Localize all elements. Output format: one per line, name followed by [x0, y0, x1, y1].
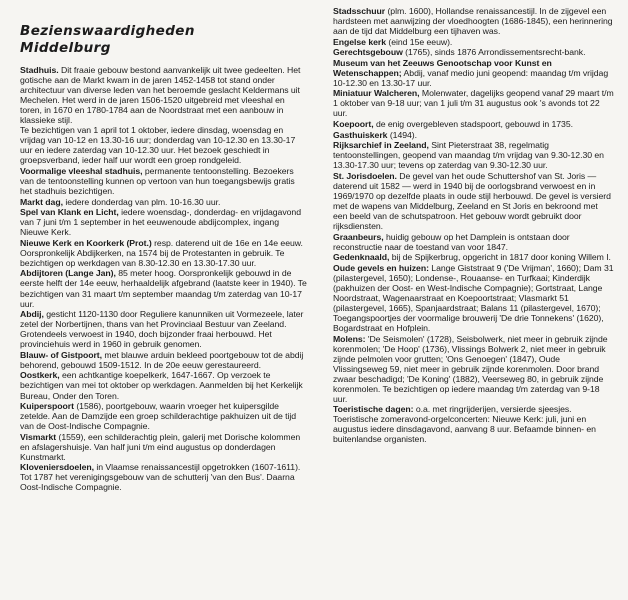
entry [20, 432, 308, 462]
entry [333, 334, 614, 404]
entry-term: Gasthuiskerk [333, 129, 388, 140]
entry [333, 88, 614, 118]
entry-text: (plm. 1600), Hollandse renaissancestijl. In de zijgevel een hardsteen met aanwijzing der vloedhoogten (1686-1845), een herinnering aan de tijd dat Middelburg een tijhaven was. [333, 6, 613, 37]
entry-paragraph [333, 58, 614, 88]
entry-text: Toeristische zomeravond-orgelconcerten: Nieuwe Kerk: juli, juni en augustus iedere dinsdagavond, aanvang 8 uur. Befaamde binnen- en buitenlandse organisten. [333, 414, 596, 445]
entry-text: (1559), een schilderachtig plein, galerij met Dorische kolommen en afslagershuisje. Van half juni t/m eind augustus op donderdagen Kunstmarkt. [20, 431, 301, 462]
entry-text: Dit fraaie gebouw bestond aanvankelijk uit twee gedeelten. Het gotische aan de Markt kwam in de jaren 1452-1458 tot stand onder architectuur van diverse leden van het beroemde geslacht Keldermans uit Mechelen. Het werd in de jaren 1506-1520 uitgebreid met vleeshal en toren, in 1670 en 1780-1784 aan de Noordstraat met een aanbouw in klassieke stijl. [20, 65, 301, 126]
entry [20, 350, 308, 370]
entry-text: huidig gebouw op het Damplein is ontstaan door reconstructie naar de toestand van voor 1847. [333, 231, 570, 252]
entry-term: Graanbeurs, [333, 231, 384, 242]
entry-text: gesticht 1120-1130 door Reguliere kanunniken uit Vormezeele, later zetel der Norbertijnen, thans van het Provinciaal Bestuur van Zeeland. Grotendeels verwoest in 1940, doch bijzonder fraai herbouwd. Het provinciehuis werd in 1960 in gebruik genomen. [20, 309, 304, 350]
entry-term: Voormalige vleeshal stadhuis, [20, 165, 143, 176]
entry-paragraph [20, 350, 308, 370]
entry-text: Abdij, vanaf medio juni geopend: maandag t/m vrijdag 10-12.30 en 13.30-17 uur. [333, 67, 609, 88]
entry-text: (1765), sinds 1876 Arrondissementsrecht-bank. [402, 47, 586, 58]
entry-paragraph [20, 462, 308, 492]
entry-paragraph [20, 207, 308, 237]
entry-term: Abdijtoren (Lange Jan), [20, 268, 116, 279]
entry-term: Koepoort, [333, 119, 374, 130]
entry [333, 140, 614, 170]
entry-term: Oude gevels en huizen: [333, 262, 429, 273]
entry-paragraph [333, 171, 614, 231]
entry-paragraph [333, 37, 614, 47]
entry-text: permanente tentoonstelling. Bezoekers van de tentoonstelling kunnen op vertoon van hun toegangsbewijs gratis het stadhuis bezichtigen. [20, 165, 295, 197]
entry [333, 47, 614, 57]
entry-paragraph [333, 47, 614, 57]
entry-term: Engelse kerk [333, 36, 387, 47]
entry-term: Rijksarchief in Zeeland, [333, 140, 429, 151]
entry-term: Toeristische dagen: [333, 404, 414, 415]
entry-paragraph [20, 238, 308, 268]
right-entries [333, 6, 614, 445]
entry [20, 462, 308, 492]
entry-text: (1494). [387, 129, 417, 140]
entry [20, 268, 308, 308]
entry [20, 166, 308, 196]
entry-term: Abdij, [20, 309, 44, 320]
entry-paragraph [20, 309, 308, 349]
entry-text: met blauwe arduin bekleed poortgebouw tot de abdij behorend, gebouwd 1509-1512. In de 20e eeuw gerestaureerd. [20, 349, 304, 370]
entry-text: iedere donderdag van plm. 10-16.30 uur. [62, 196, 221, 207]
entry-text: iedere woensdag-, donderdag- en vrijdagavond van 7 juni t/m 1 september in het eeuwenoude abdijcomplex, ingang Nieuwe Kerk. [20, 207, 301, 238]
entry-term: Nieuwe Kerk en Koorkerk (Prot.) [20, 237, 152, 248]
entry-paragraph [333, 334, 614, 404]
entry-text: bij de Spijkerbrug, opgericht in 1817 door koning Willem I. [389, 252, 611, 263]
entry-text: (eind 15e eeuw). [386, 36, 453, 47]
entry [333, 404, 614, 444]
entry-text: o.a. met ringrijderijen, versierde sjeesjes. [413, 404, 572, 415]
entry [333, 232, 614, 252]
entry-paragraph [20, 432, 308, 462]
entry-text: De gevel van het oude Schuttershof van St. Joris — daterend uit 1582 — werd in 1940 bij de oorlogsbrand verwoest en in 1969/1970 op dezelfde plaats in oude stijl herbouwd. De gevel is versierd met de wapens van Middelburg, Zeeland en St Joris en bekroond met een beeld van de schutspatroon. Het gebouw wordt gebruikt door rijksdiensten. [333, 170, 611, 231]
entry [20, 238, 308, 268]
entry-paragraph [333, 232, 614, 252]
entry-text: 85 meter hoog. Oorspronkelijk gebouwd in de eerste helft der 14e eeuw, herhaaldelijk afgebrand (laatste keer in 1940). Te bezichtigen van 31 maart t/m september maandag t/m zaterdag van 10-17 uur. [20, 268, 307, 309]
entry-paragraph [20, 268, 308, 308]
entry-term: Museum van het Zeeuws Genootschap voor Kunst en Wetenschappen; [333, 57, 552, 78]
left-entries [20, 65, 308, 492]
entry-text: Molenwater, dagelijks geopend vanaf 29 maart t/m 1 oktober van 9-18 uur; van 1 juli t/m 31 augustus ook 's avonds tot 22 uur. [333, 88, 614, 119]
title-line-2: Middelburg [20, 39, 111, 56]
entry-text: de enig overgebleven stadspoort, gebouwd in 1735. [373, 119, 573, 130]
entry-paragraph [20, 401, 308, 431]
title-line-1: Bezienswaardigheden [20, 23, 195, 39]
entry [20, 309, 308, 349]
entry [333, 6, 614, 36]
entry-paragraph [333, 119, 614, 129]
entry-paragraph [333, 140, 614, 170]
entry-text: in Vlaamse renaissancestijl opgetrokken (1607-1611). Tot 1787 het verenigingsgebouw van de schutterij 'van den Bus'. Daarna Oost-Indische Compagnie. [20, 462, 301, 493]
entry-paragraph [333, 6, 614, 36]
entry-term: Stadhuis. [20, 65, 59, 75]
entry-paragraph [20, 65, 308, 125]
entry-text: 'De Seismolen' (1728), Seisbolwerk, niet meer in gebruik zijnde korenmolen; 'De Hoop' (1736), Vlissings Bolwerk 2, niet meer in gebruik zijnde pelmolen voor grutten; 'Ons Genoegen' (1847), Oude Vlissingseweg 59, niet meer in gebruik zijnde korenmolen. Door brand zwaar beschadigd; 'De Koning' (1882), Veerseweg 80, in gebruik zijnde korenmolen. Te bezichtigen op iedere maandag t/m zaterdag van 9-18 uur. [333, 333, 608, 404]
entry-text: een achtkantige koepelkerk, 1647-1667. Op verzoek te bezichtigen van mei tot oktober op werkdagen. Aanmelden bij het Kerkelijk Bureau, Onder den Toren. [20, 370, 303, 401]
entry [20, 370, 308, 400]
entry-term: Markt dag, [20, 196, 63, 207]
entry-term: Gedenknaald, [333, 252, 390, 263]
entry-term: Kuiperspoort [20, 401, 74, 412]
entry-paragraph [333, 252, 614, 262]
entry [333, 252, 614, 262]
entry [333, 37, 614, 47]
left-column [20, 0, 308, 600]
entry-term: St. Jorisdoelen. [333, 170, 397, 181]
entry [333, 58, 614, 88]
entry [333, 263, 614, 333]
right-column [333, 0, 614, 600]
entry-text: Te bezichtigen van 1 april tot 1 oktober, iedere dinsdag, woensdag en vrijdag van 10-12 en 13.30-16 uur; donderdag van 10-12.30 en 13.30-17 uur en iedere zaterdag van 10-12.30 uur. Het bezoek geschiedt in groepsverband, ieder half uur wordt een groep rondgeleid. [20, 125, 296, 166]
entry-term: Miniatuur Walcheren, [333, 88, 420, 99]
entry-text: Sint Pieterstraat 38, regelmatig tentoonstellingen, geopend van maandag t/m vrijdag van 9.30-12.30 en 13.30-17.30 uur; tevens op zaterdag van 9.30-12.30 uur. [333, 140, 604, 171]
entry-paragraph [20, 166, 308, 196]
entry-term: Oostkerk, [20, 370, 60, 381]
entry-paragraph [333, 404, 614, 414]
entry [333, 171, 614, 231]
entry-term: Gerechtsgebouw [333, 47, 403, 58]
entry-term: Vismarkt [20, 431, 57, 442]
entry-term: Kloveniersdoelen, [20, 462, 94, 473]
entry-paragraph [333, 88, 614, 118]
entry [20, 65, 308, 165]
entry-paragraph [333, 130, 614, 140]
page-title [20, 23, 308, 56]
entry-term: Spel van Klank en Licht, [20, 207, 119, 218]
entry-text: resp. daterend uit de 16e en 14e eeuw. Oorspronkelijk Abdijkerken, na 1574 bij de Protestanten in gebruik. Te bezichtigen op werkdagen van 8.30-12.30 en 13.30-17.30 uur. [20, 237, 303, 268]
entry-term: Stadsschuur [333, 6, 386, 16]
entry [333, 119, 614, 129]
entry-term: Molens: [333, 333, 366, 344]
entry [333, 130, 614, 140]
entry-paragraph [20, 197, 308, 207]
entry [20, 207, 308, 237]
entry-text: Lange Giststraat 9 ('De Vrijman', 1660); Dam 31 (pilastergevel, 1650); Londense-, Rouaanse- en Turfkaai; Kinderdijk (pakhuizen der Oost- en West-Indische Compagnie); Gortstraat, Lange Noordstraat, Wagenaarstraat en Koepoortstraat; Vlasmarkt 51 (pilastergevel, 1665), Spanjaardstraat; Balans 11 (pilastergevel, 1670); Toegangspoortjes der voormalige brouwerij 'De drie Tonnekens' (1620), Bogardstraat en Hofplein. [333, 262, 614, 333]
entry-paragraph [333, 263, 614, 333]
entry-paragraph [333, 414, 614, 444]
entry-paragraph [20, 125, 308, 165]
entry [20, 197, 308, 207]
entry-paragraph [20, 370, 308, 400]
entry-term: Blauw- of Gistpoort, [20, 349, 103, 360]
entry-text: (1586), poortgebouw, waarin vroeger het kuipersgilde zetelde. Aan de Damzijde een groep schilderachtige pakhuizen uit de tijd van de Oost-Indische Compagnie. [20, 401, 297, 432]
entry [20, 401, 308, 431]
